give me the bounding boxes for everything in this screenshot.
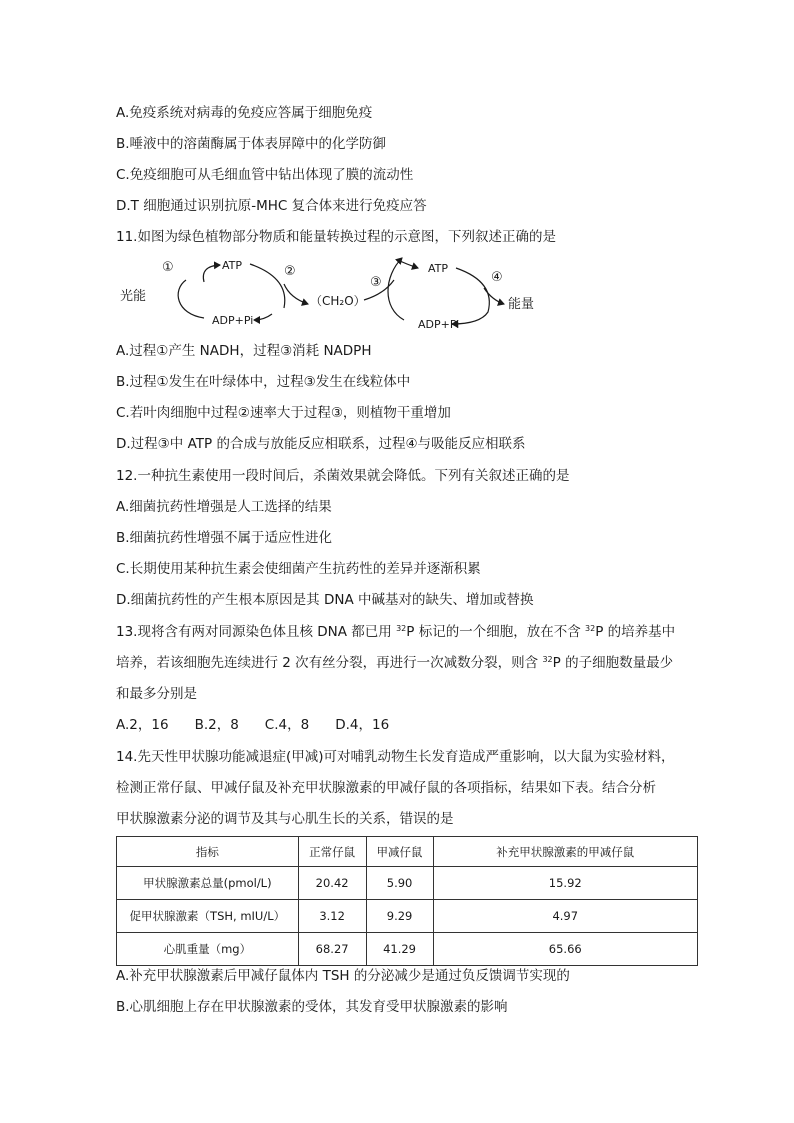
- ch2o-label: （CH₂O）: [310, 294, 366, 308]
- q11-option-b: B.过程①发生在叶绿体中，过程③发生在线粒体中: [116, 374, 411, 390]
- table-header: 正常仔鼠: [298, 837, 366, 867]
- table-cell: 4.97: [433, 900, 697, 933]
- process-2-arrow: [284, 284, 308, 304]
- process-3-arrow: [388, 258, 404, 320]
- q13-options: [116, 715, 415, 735]
- process-1-arrow: [203, 265, 220, 282]
- table-header: 指标: [117, 837, 299, 867]
- q12-option-b: B.细菌抗药性增强不属于适应性进化: [116, 530, 333, 546]
- table-cell: 5.90: [366, 867, 433, 900]
- q10-option-c: C.免疫细胞可从毛细血管中钻出体现了膜的流动性: [116, 167, 414, 183]
- cycle-1-return-arrow: [254, 314, 272, 320]
- table-cell: 9.29: [366, 900, 433, 933]
- q12-stem: 12.一种抗生素使用一段时间后，杀菌效果就会降低。下列有关叙述正确的是: [116, 468, 570, 484]
- q12-option-d: D.细菌抗药性的产生根本原因是其 DNA 中碱基对的缺失、增加或替换: [116, 592, 534, 608]
- q13-stem-line-3: 和最多分别是: [116, 686, 197, 702]
- q14-option-b: B.心肌细胞上存在甲状腺激素的受体，其发育受甲状腺激素的影响: [116, 999, 508, 1015]
- q10-option-a: A.免疫系统对病毒的免疫应答属于细胞免疫: [116, 105, 373, 121]
- q14-stem-line-1: 14.先天性甲状腺功能减退症(甲减)可对哺乳动物生长发育造成严重影响，以大鼠为实验材料，: [116, 749, 675, 765]
- q13-stem-line-2: 培养，若该细胞先连续进行 2 次有丝分裂，再进行一次减数分裂，则含 $^{32}$P 的子细胞数量最少: [116, 655, 674, 671]
- energy-conversion-diagram: [112, 250, 552, 334]
- q12-option-c: C.长期使用某种抗生素会使细菌产生抗药性的差异并逐渐积累: [116, 561, 481, 577]
- energy-label: 能量: [508, 297, 535, 312]
- q10-option-d: D.T 细胞通过识别抗原-MHC 复合体来进行免疫应答: [116, 198, 427, 214]
- cycle-2-top-arrow: [398, 260, 418, 268]
- q11-option-d: D.过程③中 ATP 的合成与放能反应相联系，过程④与吸能反应相联系: [116, 436, 526, 452]
- q13-option-b: B.2，8: [194, 717, 239, 733]
- table-cell: 68.27: [298, 933, 366, 966]
- table-row: [117, 900, 698, 933]
- process-2-arc: [250, 264, 285, 308]
- q12-option-a: A.细菌抗药性增强是人工选择的结果: [116, 499, 332, 515]
- q14-stem-line-3: 甲状腺激素分泌的调节及其与心肌生长的关系，错误的是: [116, 811, 454, 827]
- q14-option-a: A.补充甲状腺激素后甲减仔鼠体内 TSH 的分泌减少是通过负反馈调节实现的: [116, 968, 570, 984]
- q14-stem-line-2: 检测正常仔鼠、甲减仔鼠及补充甲状腺激素的甲减仔鼠的各项指标，结果如下表。结合分析: [116, 780, 656, 796]
- table-cell: 20.42: [298, 867, 366, 900]
- process-1-arc: [178, 280, 204, 318]
- q13-option-d: D.4，16: [335, 717, 390, 733]
- circle-3-label: ③: [370, 275, 382, 290]
- q13-option-c: C.4，8: [264, 717, 310, 733]
- table-cell: 65.66: [433, 933, 697, 966]
- table-cell: 促甲状腺激素（TSH, mIU/L）: [117, 900, 299, 933]
- atp-2-label: ATP: [428, 262, 449, 275]
- circle-1-label: ①: [162, 260, 174, 275]
- adp-1-label: ADP+Pi: [212, 314, 254, 327]
- table-cell: 15.92: [433, 867, 697, 900]
- q10-option-b: B.唾液中的溶菌酶属于体表屏障中的化学防御: [116, 136, 387, 152]
- table-header: 补充甲状腺激素的甲减仔鼠: [433, 837, 697, 867]
- table-row: [117, 933, 698, 966]
- circle-4-label: ④: [491, 270, 503, 285]
- atp-1-label: ATP: [222, 259, 243, 272]
- circle-2-label: ②: [284, 264, 296, 279]
- table-cell: 41.29: [366, 933, 433, 966]
- table-cell: 甲状腺激素总量(pmol/L): [117, 867, 299, 900]
- process-4-arc: [452, 268, 489, 324]
- q11-option-a: A.过程①产生 NADH，过程③消耗 NADPH: [116, 343, 372, 359]
- q11-stem: 11.如图为绿色植物部分物质和能量转换过程的示意图，下列叙述正确的是: [116, 229, 556, 245]
- adp-2-label: ADP+Pi: [418, 318, 460, 331]
- table-row: [117, 867, 698, 900]
- table-cell: 3.12: [298, 900, 366, 933]
- thyroid-data-table: [116, 836, 698, 966]
- table-header-row: [117, 837, 698, 867]
- q13-stem-line-1: 13.现将含有两对同源染色体且核 DNA 都已用 $^{32}$P 标记的一个细胞，放在不含 $^{32}$P 的培养基中: [116, 624, 676, 640]
- q13-option-a: A.2，16: [116, 717, 169, 733]
- q11-option-c: C.若叶肉细胞中过程②速率大于过程③，则植物干重增加: [116, 405, 451, 421]
- light-energy-label: 光能: [120, 289, 147, 304]
- table-header: 甲减仔鼠: [366, 837, 433, 867]
- table-cell: 心肌重量（mg）: [117, 933, 299, 966]
